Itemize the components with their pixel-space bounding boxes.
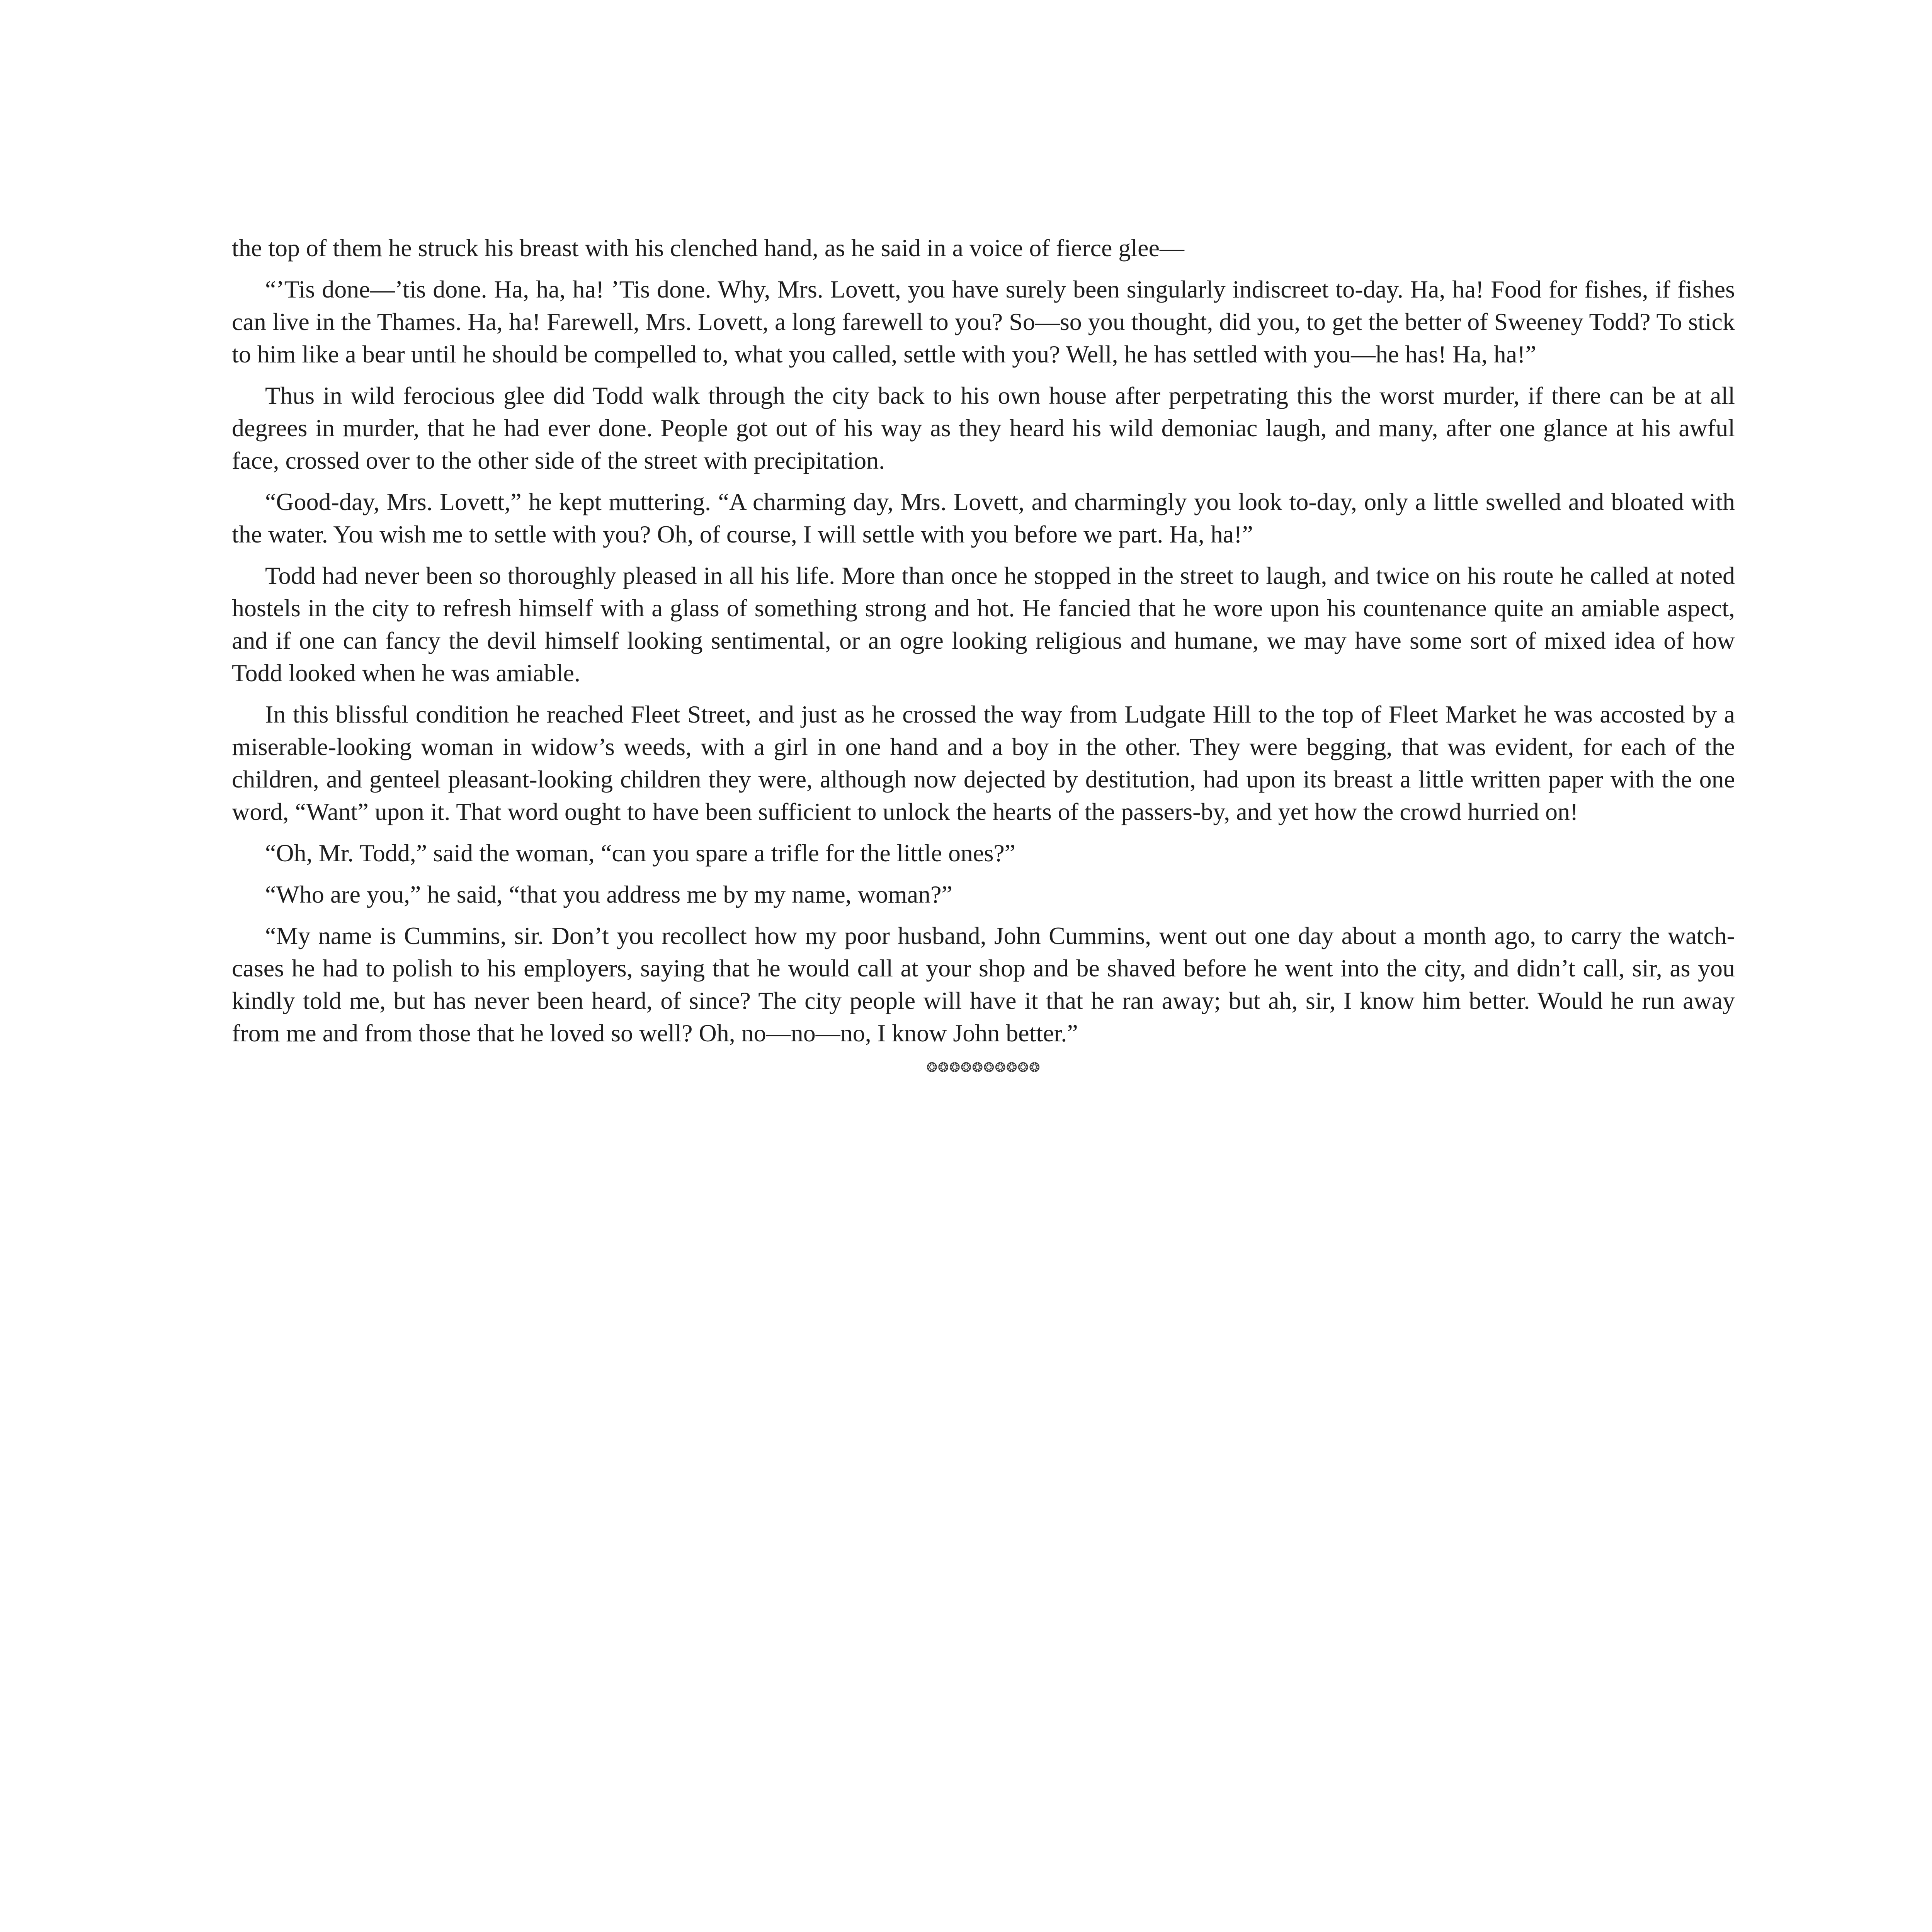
section-end-ornament: ❂❂❂❂❂❂❂❂❂❂ [926, 1061, 1041, 1075]
paragraph-9: “My name is Cummins, sir. Don’t you recollect how my poor husband, John Cummins, went out one day about a month ago, to carry the watch-cases he had to polish to his employers, saying that he would call at your shop and be shaved before he went into the city, and didn’t call, sir, as you kindly told me, but has never been heard, of since? The city people will have it that he ran away; but ah, sir, I know him better. Would he run away from me and from those that he loved so well? Oh, no—no—no, I know John better.” [232, 922, 1735, 1047]
paragraph-2: “’Tis done—’tis done. Ha, ha, ha! ’Tis done. Why, Mrs. Lovett, you have surely been singularly indiscreet to-day. Ha, ha! Food for fishes, if fishes can live in the Thames. Ha, ha! Farewell, Mrs. Lovett, a long farewell to you? So—so you thought, did you, to get the better of Sweeney Todd? To stick to him like a bear until he should be compelled to, what you called, settle with you? Well, he has settled with you—he has! Ha, ha!” [232, 276, 1735, 368]
paragraph-5: Todd had never been so thoroughly pleased in all his life. More than once he stopped in the street to laugh, and twice on his route he called at noted hostels in the city to refresh himself with a glass of something strong and hot. He fancied that he wore upon his countenance quite an amiable aspect, and if one can fancy the devil himself looking sentimental, or an ogre looking religious and humane, we may have some sort of mixed idea of how Todd looked when he was amiable. [232, 562, 1735, 687]
paragraph-6: In this blissful condition he reached Fleet Street, and just as he crossed the way from Ludgate Hill to the top of Fleet Market he was accosted by a miserable-looking woman in widow’s weeds, with a girl in one hand and a boy in the other. They were begging, that was evident, for each of the children, and genteel pleasant-looking children they were, although now dejected by destitution, had upon its breast a little written paper with the one word, “Want” upon it. That word ought to have been sufficient to unlock the hearts of the passers-by, and yet how the crowd hurried on! [232, 701, 1735, 825]
paragraph-7: “Oh, Mr. Todd,” said the woman, “can you spare a trifle for the little ones?” [265, 839, 1016, 867]
paragraph-8: “Who are you,” he said, “that you address me by my name, woman?” [265, 881, 952, 908]
paragraph-4: “Good-day, Mrs. Lovett,” he kept muttering. “A charming day, Mrs. Lovett, and charmingly you look to-day, only a little swelled and bloated with the water. You wish me to settle with you? Oh, of course, I will settle with you before we part. Ha, ha!” [232, 488, 1735, 548]
paragraph-1: the top of them he struck his breast with his clenched hand, as he said in a voice of fierce glee— [232, 234, 1184, 262]
page-body [232, 232, 1735, 1076]
paragraph-3: Thus in wild ferocious glee did Todd walk through the city back to his own house after perpetrating this the worst murder, if there can be at all degrees in murder, that he had ever done. People got out of his way as they heard his wild demoniac laugh, and many, after one glance at his awful face, crossed over to the other side of the street with precipitation. [232, 382, 1735, 474]
